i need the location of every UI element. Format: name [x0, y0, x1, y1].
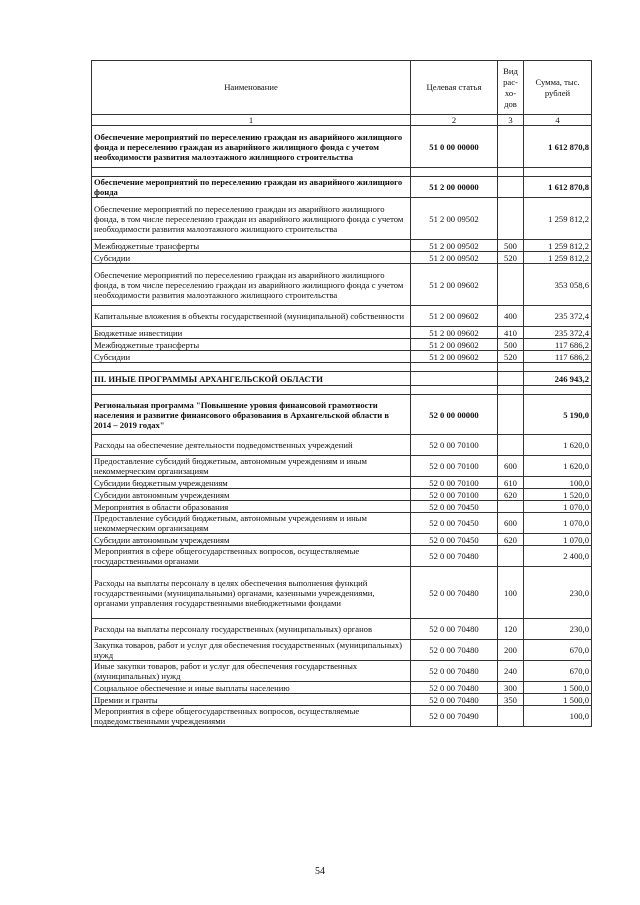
table-row	[92, 682, 592, 694]
cell-name: Мероприятия в сфере общегосударственных вопросов, осуществляемые государственными органами	[92, 546, 411, 567]
cell-name: Межбюджетные трансферты	[92, 339, 411, 351]
empty-cell	[92, 386, 411, 395]
cell-type	[498, 706, 524, 727]
cell-sum: 670,0	[524, 640, 592, 661]
cell-sum: 1 620,0	[524, 435, 592, 456]
cell-name: Обеспечение мероприятий по переселению граждан из аварийного жилищного фонда, в том числе переселению граждан из аварийного жилищного фонда с учетом необходимости развития малоэтажного жилищного строительства	[92, 264, 411, 306]
cell-name: Расходы на обеспечение деятельности подведомственных учреждений	[92, 435, 411, 456]
table-row	[92, 534, 592, 546]
cell-type: 200	[498, 640, 524, 661]
cell-name: Субсидии	[92, 252, 411, 264]
cell-sum: 100,0	[524, 477, 592, 489]
table-row	[92, 546, 592, 567]
cell-name: Межбюджетные трансферты	[92, 240, 411, 252]
cell-code: 51 2 00 09602	[411, 264, 498, 306]
empty-cell	[92, 168, 411, 177]
spacer-row	[92, 168, 592, 177]
table-row	[92, 351, 592, 363]
cell-code: 51 2 00 09502	[411, 240, 498, 252]
cell-code: 51 2 00 09602	[411, 306, 498, 327]
cell-name: Закупка товаров, работ и услуг для обеспечения государственных (муниципальных) нужд	[92, 640, 411, 661]
table-row	[92, 477, 592, 489]
table-row	[92, 706, 592, 727]
cell-name: Премии и гранты	[92, 694, 411, 706]
cell-type: 350	[498, 694, 524, 706]
cell-sum: 117 686,2	[524, 351, 592, 363]
empty-cell	[411, 168, 498, 177]
cell-sum: 1 500,0	[524, 682, 592, 694]
empty-cell	[498, 363, 524, 372]
cell-name: Мероприятия в области образования	[92, 501, 411, 513]
cell-type	[498, 198, 524, 240]
cell-type	[498, 372, 524, 386]
column-number: 1	[92, 115, 411, 126]
column-number: 4	[524, 115, 592, 126]
cell-sum: 1 070,0	[524, 513, 592, 534]
cell-sum: 1 620,0	[524, 456, 592, 477]
table-row	[92, 306, 592, 327]
column-number-row	[92, 115, 592, 126]
cell-name: Иные закупки товаров, работ и услуг для обеспечения государственных (муниципальных) нужд	[92, 661, 411, 682]
empty-cell	[524, 168, 592, 177]
cell-sum: 670,0	[524, 661, 592, 682]
cell-sum: 117 686,2	[524, 339, 592, 351]
cell-name: Обеспечение мероприятий по переселению граждан из аварийного жилищного фонда и переселению граждан из аварийного жилищного фонда с учетом необходимости развития малоэтажного жилищного строительства	[92, 126, 411, 168]
cell-name: Социальное обеспечение и иные выплаты населению	[92, 682, 411, 694]
cell-type: 240	[498, 661, 524, 682]
cell-sum: 235 372,4	[524, 306, 592, 327]
cell-code: 52 0 00 70480	[411, 682, 498, 694]
cell-code: 52 0 00 70480	[411, 567, 498, 619]
empty-cell	[524, 386, 592, 395]
cell-code: 52 0 00 70480	[411, 640, 498, 661]
column-number: 3	[498, 115, 524, 126]
cell-type: 120	[498, 619, 524, 640]
cell-sum: 246 943,2	[524, 372, 592, 386]
cell-sum: 235 372,4	[524, 327, 592, 339]
budget-table	[91, 60, 592, 727]
cell-code: 52 0 00 70480	[411, 694, 498, 706]
table-row	[92, 372, 592, 386]
cell-code: 51 2 00 00000	[411, 177, 498, 198]
table-row	[92, 640, 592, 661]
cell-type	[498, 435, 524, 456]
cell-type: 620	[498, 534, 524, 546]
cell-name: Предоставление субсидий бюджетным, автономным учреждениям и иным некоммерческим организациям	[92, 513, 411, 534]
cell-code: 51 2 00 09602	[411, 339, 498, 351]
cell-type	[498, 264, 524, 306]
table-row	[92, 339, 592, 351]
cell-sum: 1 070,0	[524, 534, 592, 546]
cell-code: 52 0 00 70450	[411, 534, 498, 546]
spacer-row	[92, 386, 592, 395]
cell-type: 500	[498, 240, 524, 252]
cell-sum: 1 612 870,8	[524, 126, 592, 168]
cell-code: 51 2 00 09502	[411, 252, 498, 264]
cell-sum: 353 058,6	[524, 264, 592, 306]
table-row	[92, 264, 592, 306]
cell-sum: 100,0	[524, 706, 592, 727]
empty-cell	[498, 386, 524, 395]
table-row	[92, 198, 592, 240]
cell-type	[498, 395, 524, 435]
cell-name: Обеспечение мероприятий по переселению граждан из аварийного жилищного фонда	[92, 177, 411, 198]
cell-name: Субсидии	[92, 351, 411, 363]
cell-type: 500	[498, 339, 524, 351]
cell-name: Субсидии бюджетным учреждениям	[92, 477, 411, 489]
cell-type	[498, 546, 524, 567]
cell-type: 400	[498, 306, 524, 327]
cell-type: 620	[498, 489, 524, 501]
table-row	[92, 435, 592, 456]
cell-name: Обеспечение мероприятий по переселению граждан из аварийного жилищного фонда, в том числе переселению граждан из аварийного жилищного фонда с учетом необходимости развития малоэтажного жилищного строительства	[92, 198, 411, 240]
table-body	[92, 126, 592, 727]
cell-code: 52 0 00 70480	[411, 661, 498, 682]
cell-name: Мероприятия в сфере общегосударственных вопросов, осуществляемые подведомственными учреждениями	[92, 706, 411, 727]
cell-sum: 1 520,0	[524, 489, 592, 501]
table-row	[92, 395, 592, 435]
cell-name: Субсидии автономным учреждениям	[92, 489, 411, 501]
cell-code: 52 0 00 70490	[411, 706, 498, 727]
table-row	[92, 240, 592, 252]
cell-sum: 1 259 812,2	[524, 252, 592, 264]
header-sum: Сумма, тыс. рублей	[524, 61, 592, 115]
cell-type: 100	[498, 567, 524, 619]
cell-type	[498, 126, 524, 168]
header-type: Вид рас- хо- дов	[498, 61, 524, 115]
cell-code: 52 0 00 70480	[411, 546, 498, 567]
table-header-row	[92, 61, 592, 115]
empty-cell	[498, 168, 524, 177]
empty-cell	[92, 363, 411, 372]
table-row	[92, 489, 592, 501]
table-row	[92, 177, 592, 198]
empty-cell	[524, 363, 592, 372]
cell-name: Бюджетные инвестиции	[92, 327, 411, 339]
cell-sum: 1 070,0	[524, 501, 592, 513]
table-row	[92, 456, 592, 477]
cell-type	[498, 177, 524, 198]
table-row	[92, 619, 592, 640]
cell-sum: 1 259 812,2	[524, 198, 592, 240]
cell-code: 52 0 00 70480	[411, 619, 498, 640]
cell-name: Субсидии автономным учреждениям	[92, 534, 411, 546]
cell-type: 600	[498, 456, 524, 477]
cell-sum: 1 612 870,8	[524, 177, 592, 198]
spacer-row	[92, 363, 592, 372]
table-row	[92, 513, 592, 534]
table-row	[92, 252, 592, 264]
cell-code: 52 0 00 70100	[411, 435, 498, 456]
cell-type: 600	[498, 513, 524, 534]
cell-code: 52 0 00 70450	[411, 501, 498, 513]
header-name: Наименование	[92, 61, 411, 115]
cell-code: 51 2 00 09602	[411, 351, 498, 363]
cell-sum: 2 400,0	[524, 546, 592, 567]
cell-code	[411, 372, 498, 386]
table-row	[92, 327, 592, 339]
table-row	[92, 126, 592, 168]
header-code: Целевая статья	[411, 61, 498, 115]
cell-sum: 230,0	[524, 567, 592, 619]
cell-code: 51 2 00 09502	[411, 198, 498, 240]
empty-cell	[411, 363, 498, 372]
cell-name: Расходы на выплаты персоналу государственных (муниципальных) органов	[92, 619, 411, 640]
column-number: 2	[411, 115, 498, 126]
cell-sum: 230,0	[524, 619, 592, 640]
cell-code: 51 0 00 00000	[411, 126, 498, 168]
cell-code: 52 0 00 70100	[411, 489, 498, 501]
cell-name: III. ИНЫЕ ПРОГРАММЫ АРХАНГЕЛЬСКОЙ ОБЛАСТИ	[92, 372, 411, 386]
cell-type: 300	[498, 682, 524, 694]
table-row	[92, 567, 592, 619]
cell-type: 610	[498, 477, 524, 489]
cell-type: 520	[498, 351, 524, 363]
empty-cell	[411, 386, 498, 395]
cell-sum: 1 259 812,2	[524, 240, 592, 252]
cell-name: Предоставление субсидий бюджетным, автономным учреждениям и иным некоммерческим организациям	[92, 456, 411, 477]
cell-name: Региональная программа "Повышение уровня финансовой грамотности населения и развитие финансового образования в Архангельской области в 2014 – 2019 годах"	[92, 395, 411, 435]
cell-name: Расходы на выплаты персоналу в целях обеспечения выполнения функций государственными (муниципальными) органами, казенными учреждениями, органами управления государственными внебюджетными фондами	[92, 567, 411, 619]
cell-code: 51 2 00 09602	[411, 327, 498, 339]
table-row	[92, 694, 592, 706]
cell-type: 520	[498, 252, 524, 264]
cell-type: 410	[498, 327, 524, 339]
cell-code: 52 0 00 70100	[411, 477, 498, 489]
cell-code: 52 0 00 00000	[411, 395, 498, 435]
table-row	[92, 501, 592, 513]
cell-code: 52 0 00 70100	[411, 456, 498, 477]
cell-type	[498, 501, 524, 513]
page-number: 54	[315, 866, 325, 877]
cell-code: 52 0 00 70450	[411, 513, 498, 534]
cell-sum: 1 500,0	[524, 694, 592, 706]
table-row	[92, 661, 592, 682]
cell-name: Капитальные вложения в объекты государственной (муниципальной) собственности	[92, 306, 411, 327]
cell-sum: 5 190,0	[524, 395, 592, 435]
